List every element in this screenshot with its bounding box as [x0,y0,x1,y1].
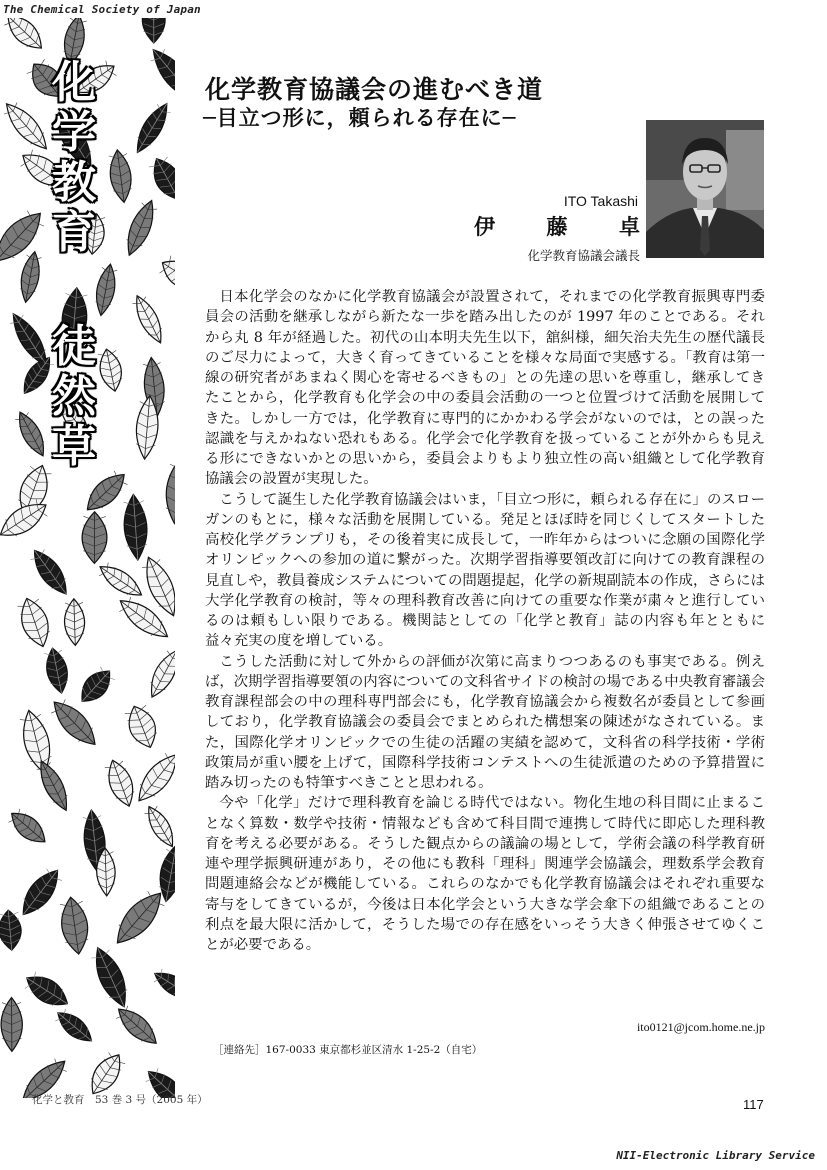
leaf-shape [15,594,55,650]
leaf-shape [144,646,175,701]
leaf-shape [122,494,149,561]
leaf-shape [88,943,134,1011]
author-name-char: 藤 [546,214,568,239]
leaf-shape [130,99,174,157]
leaf-shape [108,885,170,951]
leaf-shape [0,909,23,951]
leaf-shape [64,599,85,646]
article-body [205,287,765,955]
leaf-shape [74,664,117,709]
body-paragraph: こうした活動に対して外からの評価が次第に高まりつつあるのも事実である。例えば，次期学習指導要領の内容についての文科省サイドの検討の場である中央教育審議会教育課程部会の中の理科専門部会にも，化学教育協議会から複数名が委員として参画しており，化学教育協議会の委員会でまとめられた構想案の陳述がなされている。また，国際化学オリンピックでの生徒の活躍の実績を認めて，文科省の科学技術・学術政策局が重い腰を上げて，国際科学技術コンテストへの生徒派遣のための予算措置に踏み切ったのも特筆すべきことと思われる。 [205,653,765,791]
leaf-shape [58,895,91,955]
leaf-shape [112,1002,162,1050]
leaf-shape [43,646,72,695]
body-paragraph: 日本化学会のなかに化学教育協議会が設置されて，それまでの化学教育振興専門委員会の活動を継承しながら新たな一歩を踏み出したのが 1997 年のことである。それから丸 8 年が経過した。初代の山本明夫先生以下，舘糾様，細矢治夫先生の歴代議長のご尽力によって，大きく育ってきていることを様々な局面で実感する。「教育は第一線の研究者があまねく関心を寄せるべきもの」との先達の思いを尊重し，継承してきたことから，化学教育も化学会の中の委員会活動の一つと位置づけて活動を展開してきた。しかし一方では，化学教育に専門的にかかわる学会がないのでは，との誤った認識を与えかねない恐れもある。化学会で化学教育を扱っていることが外からも見える形にできないかとの思いから，委員会よりもより独立性の高い組織として化学教育協議会の設置が実現した。 [205,289,765,488]
leaf-shape [163,457,175,525]
author-name-char: 伊 [474,214,495,239]
leaf-shape [130,292,168,347]
leaf-shape [13,408,51,459]
column-title-vertical [50,58,98,472]
leaf-shape [17,707,56,776]
leaf-shape [0,97,54,155]
page-number: 117 [743,1097,764,1112]
leaf-shape [0,205,50,270]
leaf-shape [142,802,175,850]
leaf-shape [15,864,66,921]
body-paragraph: こうして誕生した化学教育協議会はいま，「目立つ形に，頼られる存在に」のスローガンのもとに，様々な活動を展開している。発足とほぼ時を同じくしてスタートした高校化学グランプリも，その後着実に成長して，一昨年からはついに念願の国際化学オリンピックへの参加の道に繋がった。次期学習指導要領改訂に向けての教育課程の見直しや，教員養成システムについての問題提起，化学の新規副読本の作成，さらには大学化学教育の検討，等々の理科教育改善に向けての重要な作業が粛々と進行しているのは頼もしい限りである。機関誌としての「化学と教育」誌の内容も年とともに益々充実の度を増している。 [205,491,765,650]
leaf-shape [27,545,74,600]
author-photo [646,120,764,258]
author-romaji: ITO Takashi [563,193,638,209]
journal-citation: 化学と教育 53 巻 3 号（2005 年） [32,1094,208,1106]
leaf-shape [145,43,175,107]
leaf-shape [46,694,103,752]
column-title-char: 徒 [52,321,96,372]
leaf-shape [84,1049,128,1098]
leaf-shape [150,966,175,1005]
author-name [474,211,640,241]
column-title-char: 学 [52,107,96,158]
leaf-shape [102,757,139,810]
leaf-shape [121,197,161,259]
article-subtitle: ─目立つ形に，頼られる存在に─ [203,106,517,130]
contact-address: ［連絡先］167-0033 東京都杉並区清水 1-25-2（自宅） [213,1044,483,1056]
leaf-shape [95,559,146,602]
leaf-shape [21,969,73,1013]
article-title: 化学教育協議会の進むべき道 [205,75,544,104]
leaf-shape [80,467,131,517]
column-title-char: 育 [52,207,96,258]
author-email[interactable]: ito0121@jcom.home.ne.jp [636,1020,765,1034]
author-name-char: 卓 [619,214,640,239]
leaf-shape [142,18,165,43]
nii-watermark: NII-Electronic Library Service [616,1149,815,1162]
leaf-shape [146,153,175,205]
leaf-shape [1,18,49,55]
leaf-shape [156,253,175,296]
leaf-shape [17,250,43,304]
leaf-shape [1,997,23,1051]
body-paragraph: 今や「化学」だけで理科教育を論じる時代ではない。物化生地の科目間に止まることなく算数・数学や技術・情報なども含めて科目間で連携して時代に即応した理科教育を考える必要がある。そうした観点からの議論の場として，学術会議の科学教育研連や理学振興研連があり，その他にも教科「理科」関連学会協議会，理数系学会教育問題連絡会などが機能している。これらのなかでも化学教育協議会はそれぞれ重要な寄与をしてきているが，今後は日本化学会という大きな学会傘下の組織であることの利点を最大限に活かして，そうした場での存在感をいっそう大きく伸張させてゆくことが必要である。 [205,795,765,953]
leaf-shape [5,806,51,849]
leaf-shape [122,702,162,752]
leaf-shape [107,149,134,204]
column-title-char: 教 [52,157,96,208]
column-title-char: 然 [52,371,96,422]
leaf-shape [131,748,175,807]
author-position: 化学教育協議会議長 [527,248,640,263]
society-watermark: The Chemical Society of Japan [3,3,201,16]
leaf-shape [96,347,125,393]
column-title-char: 化 [52,57,96,108]
leaf-shape [52,1006,97,1047]
leaf-shape [82,512,107,564]
column-title-char: 草 [52,421,96,472]
